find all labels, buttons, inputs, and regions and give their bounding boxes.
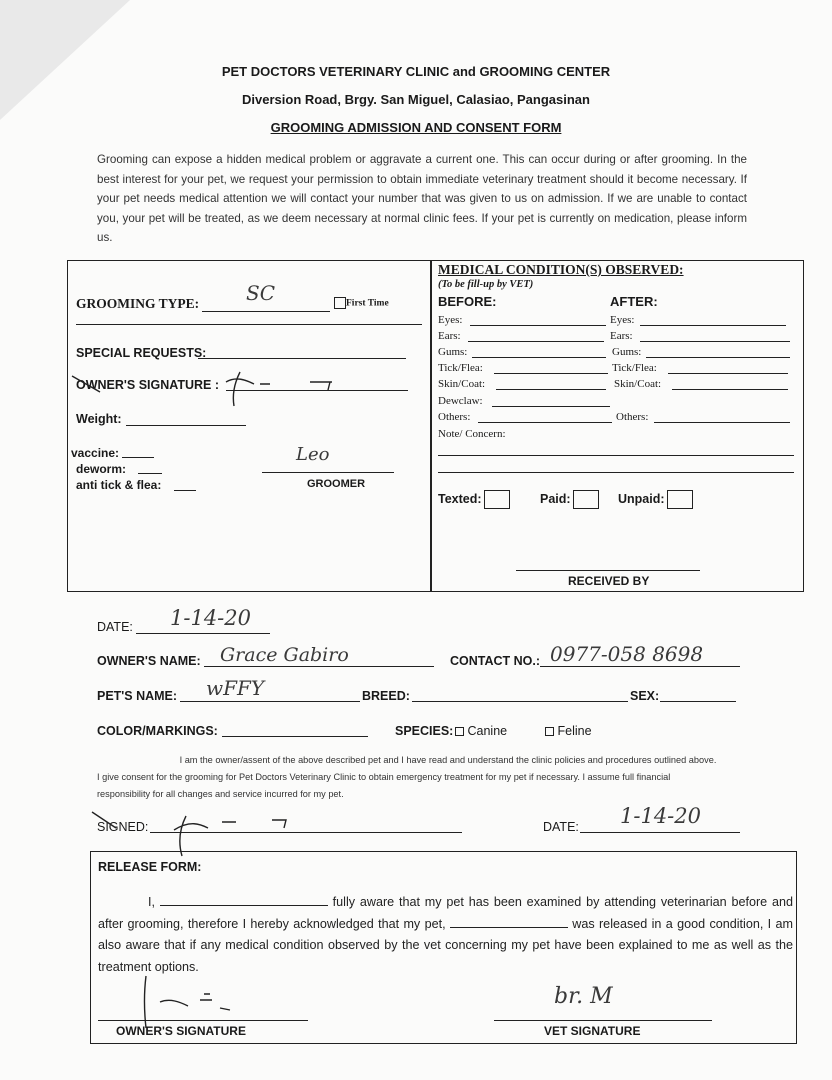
- vaccine-label: vaccine:: [71, 446, 120, 460]
- date-line: [136, 633, 270, 634]
- before-dewclaw-label: Dewclaw:: [438, 395, 483, 407]
- consent-date-label: DATE:: [543, 820, 579, 834]
- consent-text: [97, 752, 747, 803]
- owner-signature-label: OWNER'S SIGNATURE :: [76, 378, 220, 392]
- after-others-label: Others:: [616, 411, 649, 423]
- contact-value[interactable]: 0977-058 8698: [550, 642, 704, 666]
- texted-label: Texted:: [438, 491, 482, 506]
- paid-checkbox[interactable]: [573, 490, 599, 509]
- received-by-line[interactable]: [516, 570, 700, 571]
- paid-option[interactable]: [540, 490, 599, 509]
- owner-name-line: [204, 666, 434, 667]
- after-tick-label: Tick/Flea:: [612, 362, 657, 374]
- before-eyes-line[interactable]: [470, 325, 606, 326]
- release-text-c: was released in a good condition, I am also aware that if any medical condition observed by the vet concerning my pet have been explained to me as well as the treatment options.: [98, 916, 794, 974]
- contact-line: [540, 666, 740, 667]
- sex-line[interactable]: [660, 701, 736, 702]
- before-others-line[interactable]: [478, 422, 612, 423]
- texted-option[interactable]: [438, 490, 510, 509]
- breed-label: BREED:: [362, 689, 410, 703]
- texted-checkbox[interactable]: [484, 490, 510, 509]
- form-title: GROOMING ADMISSION AND CONSENT FORM: [270, 120, 562, 135]
- groomer-label: GROOMER: [307, 478, 366, 490]
- after-ears-line[interactable]: [640, 341, 790, 342]
- medical-subtitle: (To be fill-up by VET): [438, 279, 534, 290]
- before-dewclaw-line[interactable]: [492, 406, 610, 407]
- before-gums-label: Gums:: [438, 346, 468, 358]
- consent-line-2: I give consent for the grooming for Pet Doctors Veterinary Clinic to obtain emergency treatment for my pet if necessary. I assume full financial: [97, 772, 671, 782]
- weight-label: Weight:: [76, 412, 122, 426]
- consent-date-value[interactable]: 1-14-20: [620, 804, 701, 828]
- pet-name-line: [180, 701, 360, 702]
- color-line[interactable]: [222, 736, 368, 737]
- before-tick-line[interactable]: [494, 373, 608, 374]
- first-time-checkbox[interactable]: [334, 297, 346, 309]
- after-skin-label: Skin/Coat:: [614, 378, 662, 390]
- after-eyes-line[interactable]: [640, 325, 786, 326]
- date-value[interactable]: 1-14-20: [170, 606, 251, 630]
- anti-tick-line[interactable]: [174, 490, 196, 491]
- after-gums-label: Gums:: [612, 346, 642, 358]
- box-divider: [430, 261, 432, 591]
- owner-name-value[interactable]: Grace Gabiro: [220, 644, 349, 666]
- groomer-line: [262, 472, 394, 473]
- consent-date-line: [580, 832, 740, 833]
- date-label: DATE:: [97, 620, 133, 634]
- after-eyes-label: Eyes:: [610, 314, 635, 326]
- after-ears-label: Ears:: [610, 330, 633, 342]
- paid-label: Paid:: [540, 491, 571, 506]
- release-owner-signature-mark: [100, 972, 260, 1032]
- canine-checkbox[interactable]: [455, 727, 464, 736]
- before-eyes-label: Eyes:: [438, 314, 463, 326]
- owner-signature-mark: [70, 362, 350, 412]
- clinic-name: PET DOCTORS VETERINARY CLINIC and GROOMING CENTER: [221, 64, 611, 79]
- after-tick-line[interactable]: [668, 373, 788, 374]
- breed-line[interactable]: [412, 701, 628, 702]
- before-skin-label: Skin/Coat:: [438, 378, 486, 390]
- grooming-type-extra-line: [76, 324, 422, 325]
- before-others-label: Others:: [438, 411, 471, 423]
- contact-label: CONTACT NO.:: [450, 654, 541, 668]
- weight-line[interactable]: [126, 425, 246, 426]
- deworm-label: deworm:: [76, 462, 127, 476]
- after-label: AFTER:: [610, 294, 658, 309]
- first-time-option[interactable]: [334, 297, 389, 309]
- anti-tick-label: anti tick & flea:: [76, 478, 162, 492]
- deworm-line[interactable]: [138, 473, 162, 474]
- after-gums-line[interactable]: [646, 357, 790, 358]
- unpaid-option[interactable]: [618, 490, 693, 509]
- release-title: RELEASE FORM:: [98, 860, 202, 874]
- grooming-type-line: [202, 311, 330, 312]
- before-gums-line[interactable]: [472, 357, 606, 358]
- vaccine-line[interactable]: [122, 457, 154, 458]
- vet-signature-line[interactable]: [494, 1020, 712, 1021]
- pet-name-label: PET'S NAME:: [97, 689, 178, 703]
- color-label: COLOR/MARKINGS:: [97, 724, 218, 738]
- before-skin-line[interactable]: [496, 389, 606, 390]
- after-skin-line[interactable]: [672, 389, 788, 390]
- special-requests-label: SPECIAL REQUESTS:: [76, 346, 207, 360]
- canine-label: Canine: [467, 724, 508, 738]
- consent-line-3: responsibility for all changes and service incurred for my pet.: [97, 789, 344, 799]
- release-pet-name-blank[interactable]: [450, 915, 568, 928]
- vet-signature-label: VET SIGNATURE: [544, 1024, 641, 1038]
- consent-line-1: I am the owner/assent of the above described pet and I have read and understand the clinic policies and procedures outlined above.: [179, 755, 717, 765]
- release-owner-name-blank[interactable]: [160, 893, 328, 906]
- before-ears-line[interactable]: [468, 341, 604, 342]
- release-paragraph: [98, 892, 793, 978]
- medical-title: MEDICAL CONDITION(S) OBSERVED:: [438, 262, 684, 277]
- clinic-address: Diversion Road, Brgy. San Miguel, Calasiao, Pangasinan: [242, 92, 590, 107]
- release-owner-signature-line[interactable]: [98, 1020, 308, 1021]
- signed-label: SIGNED:: [97, 820, 149, 834]
- first-time-label: First Time: [346, 298, 389, 309]
- note-line-2[interactable]: [438, 472, 794, 473]
- grooming-type-label: GROOMING TYPE:: [76, 296, 200, 311]
- groomer-value[interactable]: Leo: [296, 444, 330, 465]
- feline-option[interactable]: [545, 724, 592, 738]
- feline-checkbox[interactable]: [545, 727, 554, 736]
- owner-name-label: OWNER'S NAME:: [97, 654, 201, 668]
- release-text-b: fully aware that my pet has been examined by attending veterinarian before and after grooming, therefore I hereby acknowledged that my pet,: [98, 895, 794, 931]
- release-text-a: I,: [148, 895, 155, 909]
- before-label: BEFORE:: [438, 294, 497, 309]
- feline-label: Feline: [557, 724, 592, 738]
- before-tick-label: Tick/Flea:: [438, 362, 483, 374]
- pet-name-value[interactable]: wFFY: [206, 676, 265, 700]
- intro-paragraph: Grooming can expose a hidden medical problem or aggravate a current one. This can occur during or after grooming. In the best interest for your pet, we request your permission to obtain immediate veterinary treatment should it become necessary. If your pet needs medical attention we will contact your number that was given to us on admission. If we are unable to contact you, your pet will be treated, as we deem necessary at normal clinic fees. If your pet is currently on medication, please inform us.: [97, 153, 747, 244]
- note-label: Note/ Concern:: [438, 428, 506, 440]
- grooming-type-value[interactable]: SC: [246, 281, 276, 305]
- unpaid-label: Unpaid:: [618, 491, 665, 506]
- release-owner-signature-label: OWNER'S SIGNATURE: [116, 1024, 246, 1038]
- after-others-line[interactable]: [654, 422, 790, 423]
- canine-option[interactable]: [455, 724, 507, 738]
- special-requests-line[interactable]: [198, 358, 406, 359]
- vet-signature-value[interactable]: br. M: [554, 984, 613, 1009]
- sex-label: SEX:: [630, 689, 660, 703]
- species-label: SPECIES:: [395, 724, 454, 738]
- unpaid-checkbox[interactable]: [667, 490, 693, 509]
- note-line-1[interactable]: [438, 455, 794, 456]
- before-ears-label: Ears:: [438, 330, 461, 342]
- received-by-label: RECEIVED BY: [568, 574, 650, 588]
